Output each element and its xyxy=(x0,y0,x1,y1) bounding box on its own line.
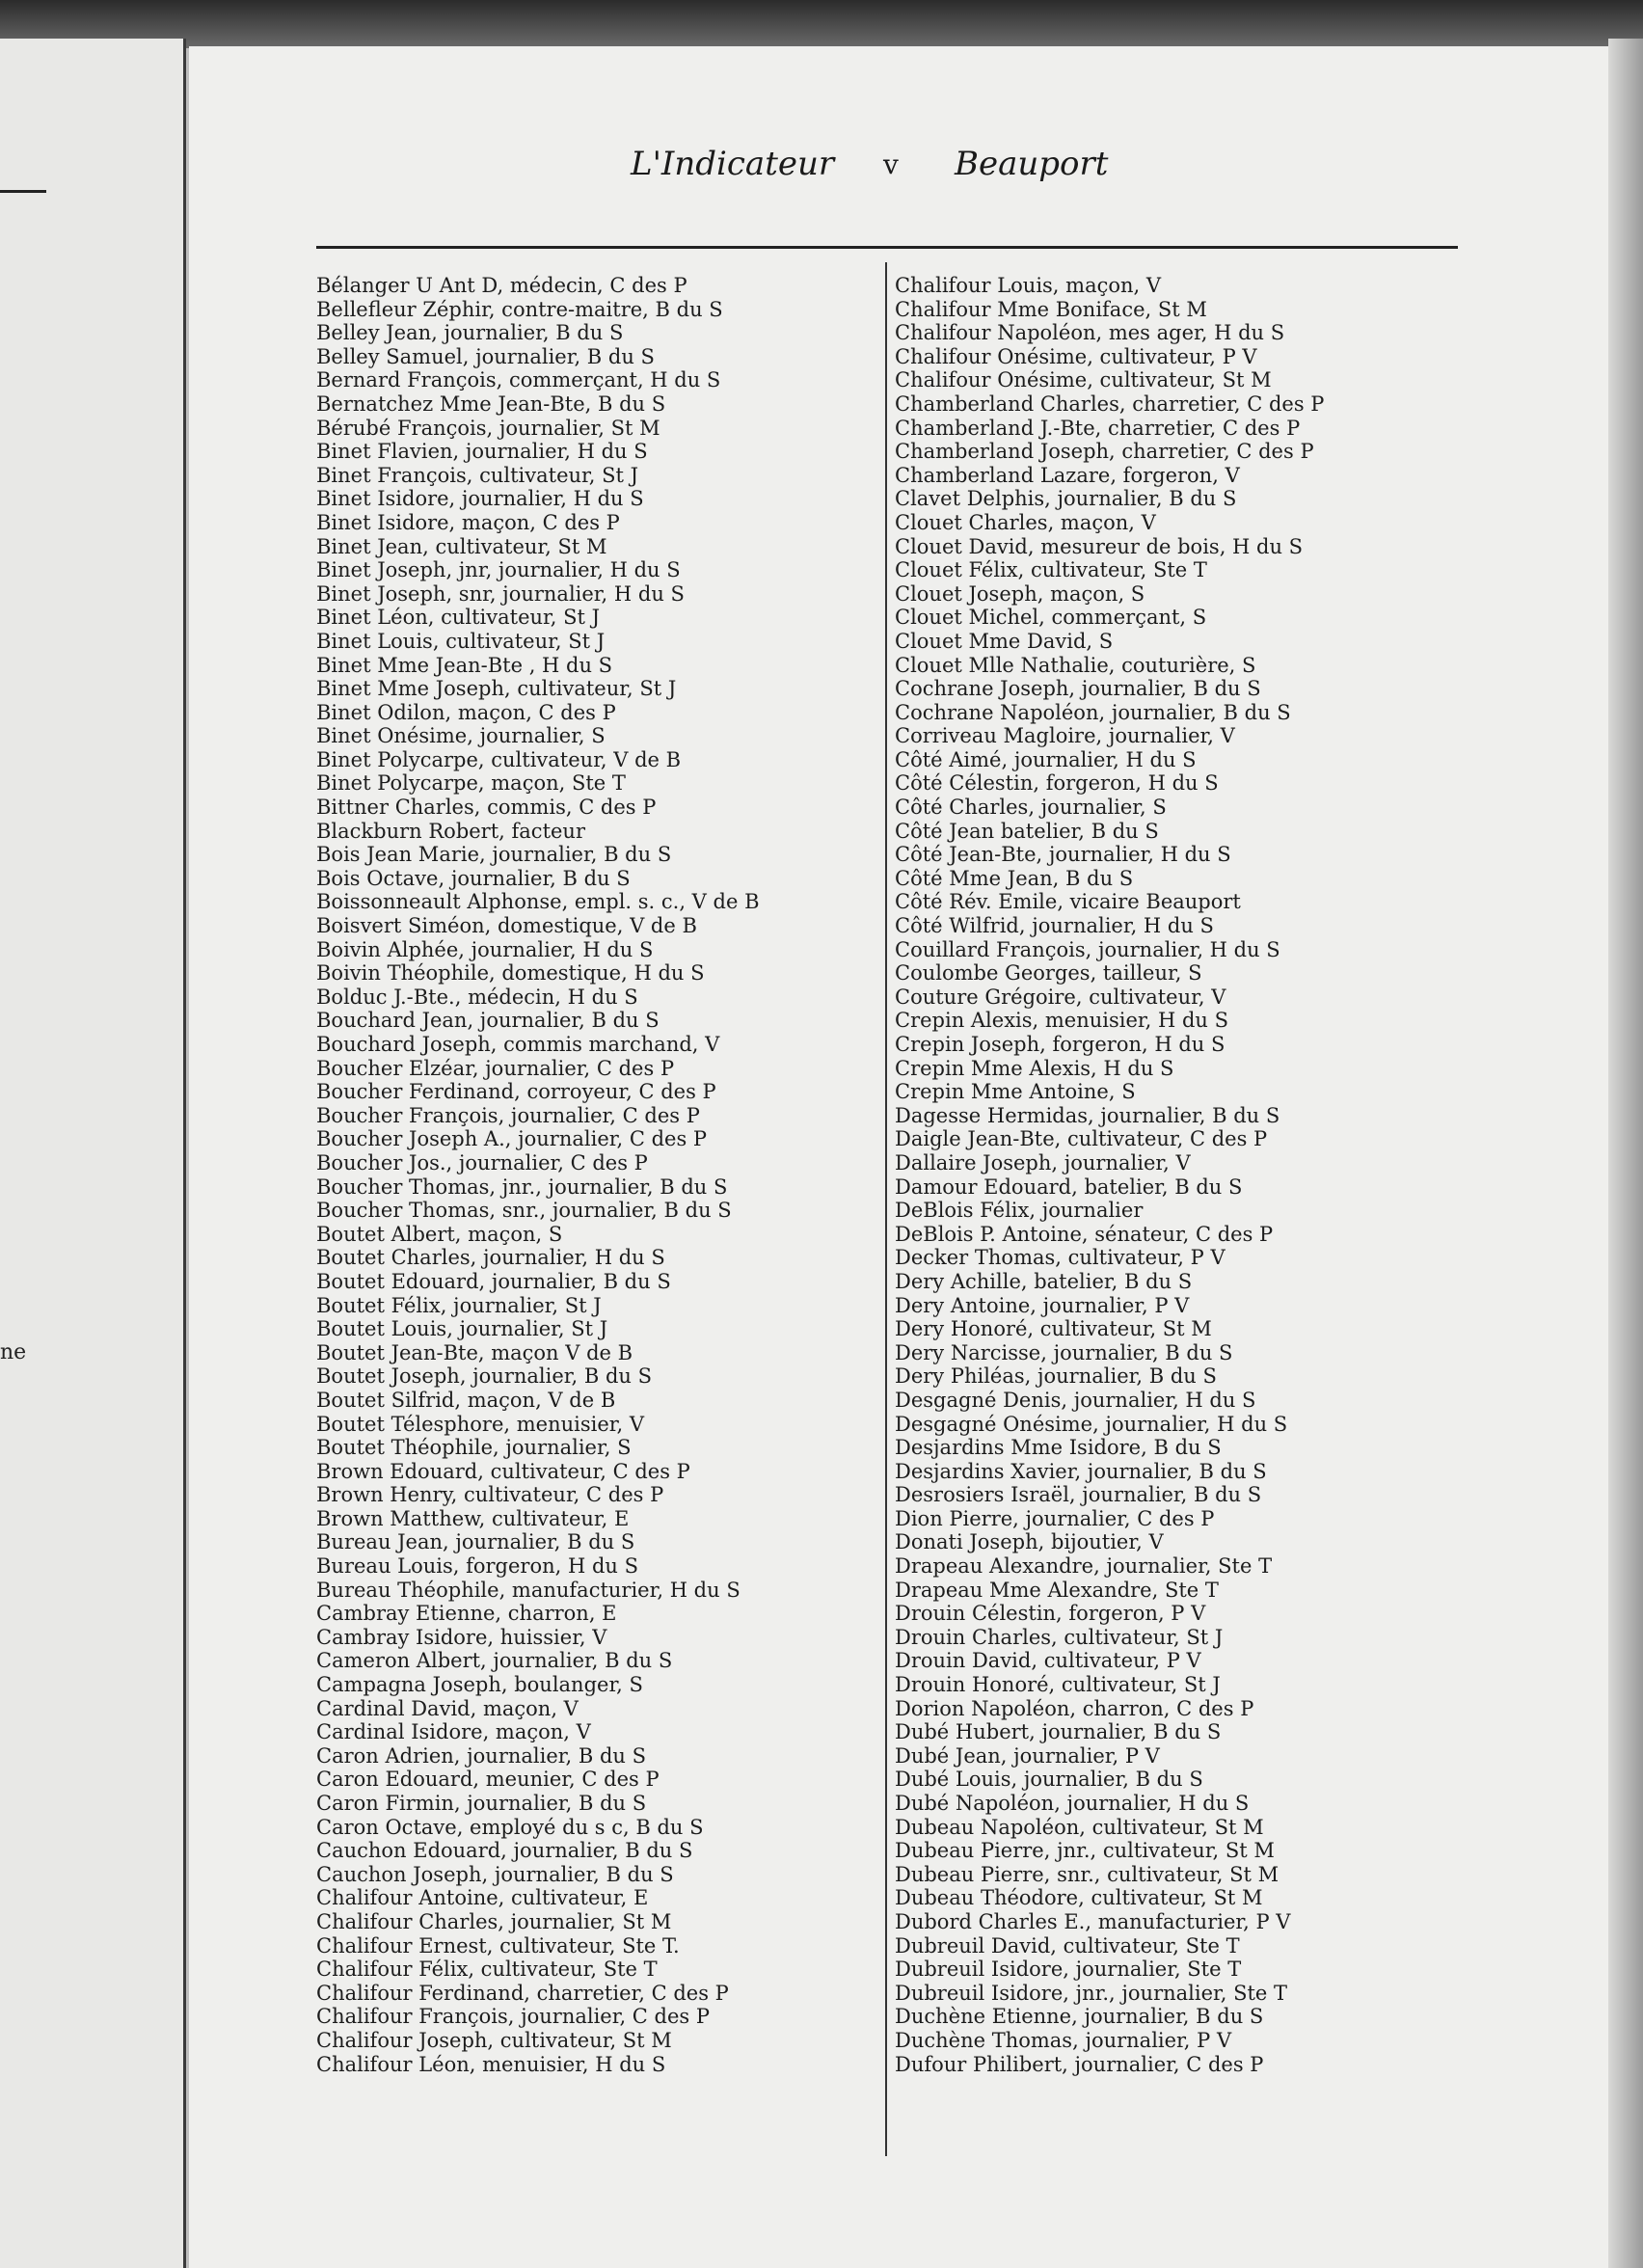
directory-entry: Bolduc J.-Bte., médecin, H du S xyxy=(316,985,638,1009)
directory-entry: DeBlois P. Antoine, sénateur, C des P xyxy=(895,1222,1274,1246)
directory-entry: Chamberland J.-Bte, charretier, C des P xyxy=(895,416,1301,440)
page-stack-edge xyxy=(1608,39,1643,2268)
directory-entry: Clouet Michel, commerçant, S xyxy=(895,606,1207,630)
directory-entry: Desjardins Xavier, journalier, B du S xyxy=(895,1459,1267,1483)
directory-entry: Binet Mme Jean-Bte , H du S xyxy=(316,653,613,677)
directory-entry: Côté Jean-Bte, journalier, H du S xyxy=(895,843,1231,867)
directory-entry: Boucher Ferdinand, corroyeur, C des P xyxy=(316,1080,716,1104)
directory-entry: Binet Joseph, jnr, journalier, H du S xyxy=(316,558,681,582)
directory-entry: Chalifour Antoine, cultivateur, E xyxy=(316,1886,649,1910)
directory-entry: Côté Mme Jean, B du S xyxy=(895,866,1134,890)
directory-entry: Bois Jean Marie, journalier, B du S xyxy=(316,843,672,867)
directory-entry: Boivin Théophile, domestique, H du S xyxy=(316,961,705,986)
directory-entry: Cardinal David, maçon, V xyxy=(316,1696,579,1720)
directory-entry: Clouet Charles, maçon, V xyxy=(895,510,1156,534)
directory-entry: Binet Onésime, journalier, S xyxy=(316,724,606,748)
directory-entry: Côté Charles, journalier, S xyxy=(895,796,1167,820)
directory-entry: Chalifour Ernest, cultivateur, Ste T. xyxy=(316,1933,680,1958)
directory-entry: Dallaire Joseph, journalier, V xyxy=(895,1150,1191,1174)
directory-entry: Binet Polycarpe, maçon, Ste T xyxy=(316,771,626,796)
directory-entry: Bernatchez Mme Jean-Bte, B du S xyxy=(316,392,666,416)
directory-entry: Dubeau Pierre, jnr., cultivateur, St M xyxy=(895,1839,1275,1863)
directory-entry: Chalifour Léon, menuisier, H du S xyxy=(316,2052,666,2076)
directory-entry: Clouet David, mesureur de bois, H du S xyxy=(895,534,1304,558)
directory-entry: Boutet Charles, journalier, H du S xyxy=(316,1246,665,1270)
directory-entry: Boutet Albert, maçon, S xyxy=(316,1222,563,1246)
directory-entry: Bureau Louis, forgeron, H du S xyxy=(316,1554,639,1579)
book-binding xyxy=(0,0,1643,48)
facing-page-text-fragment: ne xyxy=(0,1340,27,1364)
directory-entry: Dubreuil David, cultivateur, Ste T xyxy=(895,1933,1240,1958)
directory-entry: Caron Adrien, journalier, B du S xyxy=(316,1743,646,1768)
directory-entry: Chalifour François, journalier, C des P xyxy=(316,2005,711,2029)
directory-entry: Côté Rév. Emile, vicaire Beauport xyxy=(895,890,1241,914)
directory-entry: Cardinal Isidore, maçon, V xyxy=(316,1720,591,1744)
directory-entry: Bittner Charles, commis, C des P xyxy=(316,796,657,820)
directory-entry: Binet Flavien, journalier, H du S xyxy=(316,440,648,464)
directory-entry: Chamberland Joseph, charretier, C des P xyxy=(895,440,1314,464)
directory-entry: Chamberland Charles, charretier, C des P xyxy=(895,392,1325,416)
directory-entry: Chalifour Louis, maçon, V xyxy=(895,274,1162,297)
directory-entry: Boucher Joseph A., journalier, C des P xyxy=(316,1127,708,1151)
directory-entry: Drouin Honoré, cultivateur, St J xyxy=(895,1673,1221,1697)
directory-entry: Bérubé François, journalier, St M xyxy=(316,416,660,440)
directory-entry: Chalifour Mme Boniface, St M xyxy=(895,297,1207,321)
directory-entry: Cauchon Edouard, journalier, B du S xyxy=(316,1839,693,1863)
directory-entry: Chalifour Ferdinand, charretier, C des P xyxy=(316,1981,729,2005)
directory-entry: Daigle Jean-Bte, cultivateur, C des P xyxy=(895,1127,1268,1151)
directory-entry: Desgagné Onésime, journalier, H du S xyxy=(895,1412,1288,1436)
directory-entry: Boutet Edouard, journalier, B du S xyxy=(316,1269,671,1293)
directory-entry: Boutet Télesphore, menuisier, V xyxy=(316,1412,645,1436)
directory-entry: Clavet Delphis, journalier, B du S xyxy=(895,487,1237,511)
directory-entry: Dubreuil Isidore, journalier, Ste T xyxy=(895,1958,1242,1982)
directory-entry: Bouchard Jean, journalier, B du S xyxy=(316,1009,660,1033)
header-rule xyxy=(316,246,1458,249)
directory-entry: Cauchon Joseph, journalier, B du S xyxy=(316,1862,674,1886)
directory-entry: Duchène Thomas, journalier, P V xyxy=(895,2028,1232,2052)
directory-entry: Belley Samuel, journalier, B du S xyxy=(316,344,655,368)
facing-page-edge xyxy=(0,39,186,2268)
directory-entry: Couture Grégoire, cultivateur, V xyxy=(895,985,1226,1009)
directory-entry: Drouin Charles, cultivateur, St J xyxy=(895,1625,1224,1649)
directory-entry: Boucher Thomas, jnr., journalier, B du S xyxy=(316,1174,728,1199)
directory-entry: Dery Antoine, journalier, P V xyxy=(895,1293,1190,1317)
header-title-right: Beauport xyxy=(955,145,1109,183)
directory-entry: Binet Odilon, maçon, C des P xyxy=(316,700,616,724)
directory-entry: Dubeau Napoléon, cultivateur, St M xyxy=(895,1815,1264,1839)
directory-entry: Coulombe Georges, tailleur, S xyxy=(895,961,1202,986)
directory-entry: Drapeau Alexandre, journalier, Ste T xyxy=(895,1554,1273,1579)
directory-entry: Couillard François, journalier, H du S xyxy=(895,937,1280,961)
directory-entry: Boutet Félix, journalier, St J xyxy=(316,1293,602,1317)
directory-entry: Boisvert Siméon, domestique, V de B xyxy=(316,914,697,938)
directory-entry: Binet Isidore, maçon, C des P xyxy=(316,510,620,534)
directory-entry: Brown Edouard, cultivateur, C des P xyxy=(316,1459,690,1483)
directory-entry: Crepin Mme Antoine, S xyxy=(895,1080,1136,1104)
directory-entry: Côté Jean batelier, B du S xyxy=(895,819,1159,843)
directory-entry: Bélanger U Ant D, médecin, C des P xyxy=(316,274,687,297)
directory-entry: Cochrane Napoléon, journalier, B du S xyxy=(895,700,1291,724)
directory-entry: Boucher François, journalier, C des P xyxy=(316,1103,700,1127)
directory-entry: Chalifour Charles, journalier, St M xyxy=(316,1909,672,1933)
directory-entry: Crepin Alexis, menuisier, H du S xyxy=(895,1009,1229,1033)
directory-entry: Desgagné Denis, journalier, H du S xyxy=(895,1388,1256,1412)
directory-entry: Drouin David, cultivateur, P V xyxy=(895,1649,1201,1673)
directory-entry: Dufour Philibert, journalier, C des P xyxy=(895,2052,1264,2076)
directory-entry: Caron Firmin, journalier, B du S xyxy=(316,1792,647,1815)
directory-entry: Corriveau Magloire, journalier, V xyxy=(895,724,1235,748)
header-title-left: L'Indicateur xyxy=(631,145,835,183)
directory-entry: Binet Isidore, journalier, H du S xyxy=(316,487,644,511)
directory-entry: Bureau Jean, journalier, B du S xyxy=(316,1530,635,1554)
directory-entry: Dorion Napoléon, charron, C des P xyxy=(895,1696,1254,1720)
directory-entry: Caron Edouard, meunier, C des P xyxy=(316,1768,660,1792)
directory-entry: Dubé Hubert, journalier, B du S xyxy=(895,1720,1222,1744)
directory-entry: Binet Jean, cultivateur, St M xyxy=(316,534,607,558)
facing-page-rule xyxy=(0,190,46,193)
directory-entry: DeBlois Félix, journalier xyxy=(895,1199,1144,1223)
directory-entry: Côté Aimé, journalier, H du S xyxy=(895,747,1197,771)
directory-entry: Chamberland Lazare, forgeron, V xyxy=(895,463,1240,487)
directory-entry: Duchène Etienne, journalier, B du S xyxy=(895,2005,1264,2029)
directory-entry: Chalifour Napoléon, mes ager, H du S xyxy=(895,321,1285,345)
directory-entry: Cambray Isidore, huissier, V xyxy=(316,1625,607,1649)
directory-entry: Drapeau Mme Alexandre, Ste T xyxy=(895,1578,1219,1602)
directory-entry: Cameron Albert, journalier, B du S xyxy=(316,1649,673,1673)
directory-entry: Boutet Silfrid, maçon, V de B xyxy=(316,1388,616,1412)
directory-entry: Chalifour Onésime, cultivateur, P V xyxy=(895,344,1257,368)
directory-entry: Desrosiers Israël, journalier, B du S xyxy=(895,1483,1262,1507)
directory-entry: Damour Edouard, batelier, B du S xyxy=(895,1174,1243,1199)
directory-entry: Campagna Joseph, boulanger, S xyxy=(316,1673,643,1697)
directory-entry: Dubreuil Isidore, jnr., journalier, Ste T xyxy=(895,1981,1288,2005)
directory-entry: Boissonneault Alphonse, empl. s. c., V de B xyxy=(316,890,760,914)
directory-entry: Côté Wilfrid, journalier, H du S xyxy=(895,914,1214,938)
directory-entry: Drouin Célestin, forgeron, P V xyxy=(895,1602,1206,1626)
directory-entry: Dery Philéas, journalier, B du S xyxy=(895,1364,1217,1389)
directory-entry: Boutet Joseph, journalier, B du S xyxy=(316,1364,653,1389)
directory-entry: Clouet Mme David, S xyxy=(895,629,1114,653)
directory-entry: Binet Louis, cultivateur, St J xyxy=(316,629,606,653)
directory-entry: Boutet Louis, journalier, St J xyxy=(316,1317,608,1341)
directory-entry: Boucher Elzéar, journalier, C des P xyxy=(316,1056,675,1080)
directory-entry: Boucher Thomas, snr., journalier, B du S xyxy=(316,1199,732,1223)
directory-entry: Dion Pierre, journalier, C des P xyxy=(895,1506,1215,1530)
directory-entry: Dery Honoré, cultivateur, St M xyxy=(895,1317,1212,1341)
directory-entry: Dubord Charles E., manufacturier, P V xyxy=(895,1909,1291,1933)
directory-entry: Binet Joseph, snr, journalier, H du S xyxy=(316,581,685,606)
header-title-mid: v xyxy=(883,148,899,180)
right-column xyxy=(895,274,1473,2076)
directory-entry: Boivin Alphée, journalier, H du S xyxy=(316,937,654,961)
directory-entry: Bernard François, commerçant, H du S xyxy=(316,368,721,392)
directory-entry: Binet Polycarpe, cultivateur, V de B xyxy=(316,747,682,771)
directory-entry: Crepin Joseph, forgeron, H du S xyxy=(895,1033,1226,1056)
directory-entry: Dagesse Hermidas, journalier, B du S xyxy=(895,1103,1280,1127)
directory-entry: Cambray Etienne, charron, E xyxy=(316,1602,617,1626)
directory-entry: Dery Narcisse, journalier, B du S xyxy=(895,1340,1233,1364)
directory-entry: Binet Léon, cultivateur, St J xyxy=(316,606,601,630)
left-column xyxy=(316,274,895,2076)
directory-entry: Bureau Théophile, manufacturier, H du S xyxy=(316,1578,741,1602)
directory-entry: Donati Joseph, bijoutier, V xyxy=(895,1530,1164,1554)
directory-entry: Belley Jean, journalier, B du S xyxy=(316,321,624,345)
directory-entry: Côté Célestin, forgeron, H du S xyxy=(895,771,1219,796)
directory-entry: Brown Matthew, cultivateur, E xyxy=(316,1506,630,1530)
directory-entry: Crepin Mme Alexis, H du S xyxy=(895,1056,1174,1080)
directory-entry: Dubé Jean, journalier, P V xyxy=(895,1743,1160,1768)
directory-entry: Dubé Louis, journalier, B du S xyxy=(895,1768,1203,1792)
directory-entry: Blackburn Robert, facteur xyxy=(316,819,585,843)
directory-entry: Caron Octave, employé du s c, B du S xyxy=(316,1815,704,1839)
directory-entry: Bouchard Joseph, commis marchand, V xyxy=(316,1033,720,1056)
directory-entry: Boucher Jos., journalier, C des P xyxy=(316,1150,648,1174)
directory-entry: Bois Octave, journalier, B du S xyxy=(316,866,631,890)
directory-entry: Bellefleur Zéphir, contre-maitre, B du S xyxy=(316,297,723,321)
directory-entry: Dubé Napoléon, journalier, H du S xyxy=(895,1792,1250,1815)
directory-entry: Clouet Joseph, maçon, S xyxy=(895,581,1145,606)
directory-entry: Chalifour Onésime, cultivateur, St M xyxy=(895,368,1272,392)
directory-entry: Binet Mme Joseph, cultivateur, St J xyxy=(316,677,677,701)
directory-entry: Dery Achille, batelier, B du S xyxy=(895,1269,1193,1293)
directory-entry: Binet François, cultivateur, St J xyxy=(316,463,639,487)
directory-entry: Decker Thomas, cultivateur, P V xyxy=(895,1246,1226,1270)
directory-entry: Clouet Mlle Nathalie, couturière, S xyxy=(895,653,1256,677)
directory-entry: Chalifour Félix, cultivateur, Ste T xyxy=(316,1958,658,1982)
directory-entry: Dubeau Pierre, snr., cultivateur, St M xyxy=(895,1862,1279,1886)
directory-entry: Desjardins Mme Isidore, B du S xyxy=(895,1436,1222,1460)
directory-entry: Chalifour Joseph, cultivateur, St M xyxy=(316,2028,672,2052)
directory-entry: Boutet Théophile, journalier, S xyxy=(316,1436,632,1460)
directory-entry: Clouet Félix, cultivateur, Ste T xyxy=(895,558,1207,582)
directory-entry: Brown Henry, cultivateur, C des P xyxy=(316,1483,664,1507)
directory-entry: Boutet Jean-Bte, maçon V de B xyxy=(316,1340,633,1364)
directory-entry: Cochrane Joseph, journalier, B du S xyxy=(895,677,1261,701)
directory-entry: Dubeau Théodore, cultivateur, St M xyxy=(895,1886,1263,1910)
